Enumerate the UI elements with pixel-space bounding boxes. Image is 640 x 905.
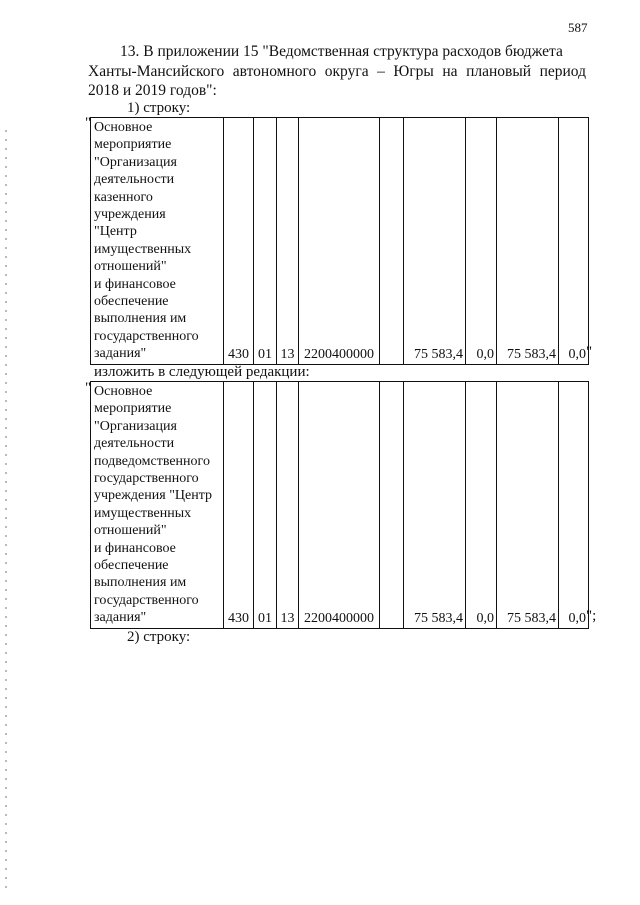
new-budget-row — [91, 382, 589, 629]
subvention-2019-cell: 0,0 — [559, 382, 589, 629]
name-line: обеспечение — [94, 294, 169, 310]
replacement-caption: изложить в следующей редакции: — [94, 364, 310, 380]
section-code-cell: 01 — [254, 118, 277, 365]
name-line: учреждения "Центр — [94, 488, 213, 504]
item-2-caption: 2) строку: — [127, 629, 191, 645]
new-row-table — [90, 381, 589, 629]
name-line: Основное — [94, 120, 153, 135]
name-line: подведомственного — [94, 453, 210, 469]
name-line: деятельности — [94, 436, 175, 452]
subvention-2018-cell: 0,0 — [466, 382, 497, 629]
amount-2018-cell: 75 583,4 — [404, 118, 466, 365]
name-line: мероприятие — [94, 401, 172, 417]
name-line: задания" — [94, 346, 147, 362]
ministry-code-cell: 430 — [224, 118, 254, 365]
name-line: учреждения — [94, 207, 166, 223]
subsection-code-cell: 13 — [277, 382, 299, 629]
name-line: обеспечение — [94, 558, 169, 574]
name-line: государственного — [94, 328, 199, 344]
expense-type-cell — [380, 382, 404, 629]
target-article-cell: 2200400000 — [299, 382, 380, 629]
expense-type-cell — [380, 118, 404, 365]
name-line: "Организация — [94, 154, 177, 170]
name-line: государственного — [94, 592, 199, 608]
name-line: деятельности — [94, 172, 175, 188]
new-row-close-quote: "; — [586, 608, 597, 624]
page-number: 587 — [568, 20, 588, 35]
name-line: выполнения им — [94, 311, 187, 327]
name-line: и финансовое — [94, 276, 176, 292]
name-line: и финансовое — [94, 540, 176, 556]
old-row-table — [90, 117, 589, 365]
name-line: мероприятие — [94, 137, 172, 153]
amount-2018-cell: 75 583,4 — [404, 382, 466, 629]
name-line: отношений" — [94, 259, 167, 275]
subsection-code-cell: 13 — [277, 118, 299, 365]
name-line: выполнения им — [94, 575, 187, 591]
amount-2019-cell: 75 583,4 — [497, 382, 559, 629]
old-budget-row — [91, 118, 589, 365]
name-line: "Центр — [94, 224, 137, 240]
old-row-name-cell — [91, 118, 224, 365]
name-line: казенного — [94, 189, 153, 205]
name-line: государственного — [94, 471, 199, 487]
name-line: Основное — [94, 384, 153, 399]
name-line: задания" — [94, 610, 147, 626]
subvention-2019-cell: 0,0 — [559, 118, 589, 365]
name-line: имущественных — [94, 505, 192, 521]
intro-first-line: 13. В приложении 15 "Ведомственная структура расходов бюджета — [120, 43, 563, 60]
amendment-intro-paragraph — [88, 42, 586, 101]
subvention-2018-cell: 0,0 — [466, 118, 497, 365]
target-article-cell: 2200400000 — [299, 118, 380, 365]
old-row-close-quote: " — [586, 344, 593, 360]
amount-2019-cell: 75 583,4 — [497, 118, 559, 365]
name-line: "Организация — [94, 418, 177, 434]
name-line: имущественных — [94, 241, 192, 257]
new-row-open-quote: " — [85, 380, 92, 396]
intro-continuation: Ханты-Мансийского автономного округа – Югры на плановый период 2018 и 2019 годов": — [88, 62, 586, 99]
scan-edge-artifact — [5, 130, 7, 890]
old-row-open-quote: " — [85, 115, 92, 131]
name-line: отношений" — [94, 523, 167, 539]
item-1-caption: 1) строку: — [127, 100, 191, 116]
section-code-cell: 01 — [254, 382, 277, 629]
new-row-name-cell — [91, 382, 224, 629]
ministry-code-cell: 430 — [224, 382, 254, 629]
